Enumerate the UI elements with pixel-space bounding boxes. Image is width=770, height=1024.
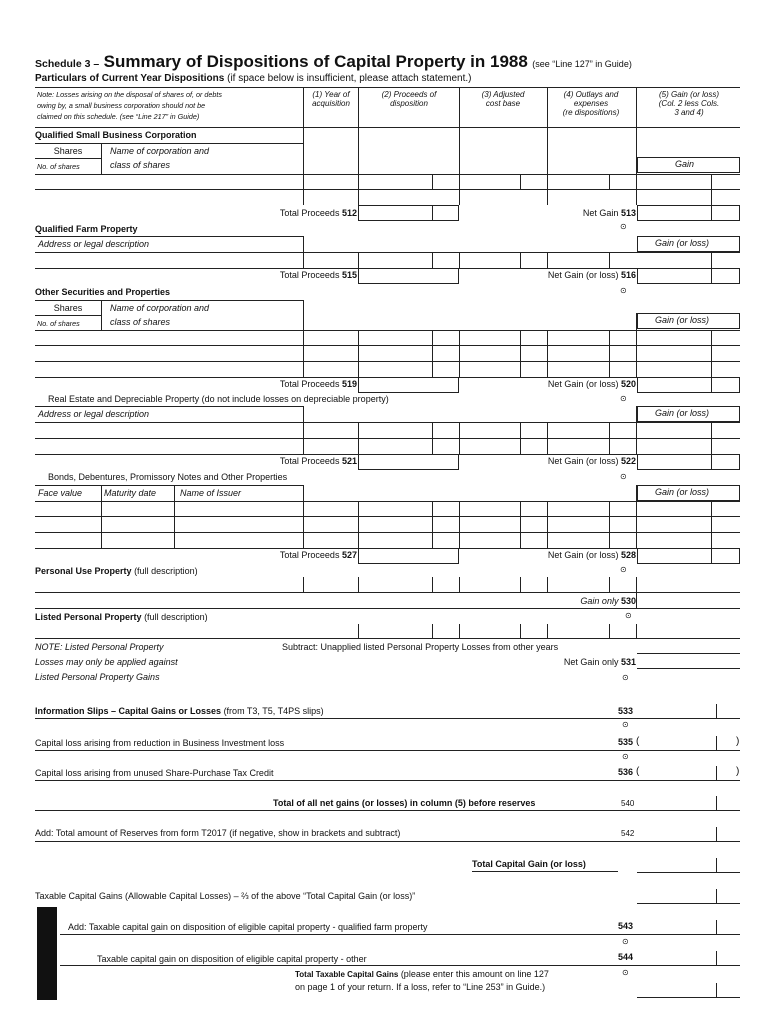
personal-gain-only-label: Gain only 530	[580, 596, 636, 606]
bonds-gain-header: Gain (or loss)	[655, 487, 710, 497]
qsbc-no-shares-label: No. of shares	[37, 162, 80, 171]
reserves-line: 542	[621, 829, 635, 838]
bil-close-paren: )	[736, 736, 740, 747]
sptc-label: Capital loss arising from unused Share-Purchase Tax Credit	[35, 768, 274, 778]
realestate-address-label: Address or legal description	[38, 409, 150, 419]
farm-net-gain-label: Net Gain (or loss) 516	[547, 270, 636, 280]
circled-dot-icon: ⊙	[622, 752, 629, 761]
other-name-label-2: class of shares	[110, 317, 171, 327]
listed-net-gain-label: Net Gain only 531	[563, 657, 636, 667]
other-total-proceeds-label: Total Proceeds 519	[279, 379, 357, 389]
other-net-gain-field[interactable]	[637, 377, 740, 393]
bonds-title: Bonds, Debentures, Promissory Notes and Other Properties	[48, 472, 288, 482]
qsbc-name-label-1: Name of corporation and	[110, 146, 210, 156]
circled-dot-icon: ⊙	[620, 286, 627, 295]
info-slips-label: Information Slips – Capital Gains or Losses (from T3, T5, T4PS slips)	[35, 706, 324, 716]
circled-dot-icon: ⊙	[622, 968, 629, 977]
bonds-net-gain-label: Net Gain (or loss) 528	[547, 550, 636, 560]
listed-note-1: NOTE: Listed Personal Property	[35, 642, 164, 652]
qsbc-total-proceeds-label: Total Proceeds 512	[279, 208, 357, 218]
schedule-main-title: Summary of Dispositions of Capital Property in 1988	[103, 52, 528, 71]
other-gain-header: Gain (or loss)	[655, 315, 710, 325]
col2-header: (2) Proceeds of disposition	[381, 90, 437, 108]
farm-gain-header: Gain (or loss)	[655, 238, 710, 248]
listed-note-3: Listed Personal Property Gains	[35, 672, 160, 682]
realestate-net-gain-label: Net Gain (or loss) 522	[547, 456, 636, 466]
circled-dot-icon: ⊙	[622, 673, 629, 682]
other-shares-label: Shares	[53, 303, 83, 313]
farm-total-proceeds-field[interactable]	[358, 268, 459, 284]
circled-dot-icon: ⊙	[620, 394, 627, 403]
particulars-bold: Particulars of Current Year Dispositions	[35, 73, 225, 84]
circled-dot-icon: ⊙	[620, 222, 627, 231]
farm-gain-line: 543	[618, 921, 634, 931]
circled-dot-icon: ⊙	[625, 611, 632, 620]
sptc-line: 536	[618, 767, 634, 777]
farm-title: Qualified Farm Property	[35, 224, 138, 234]
personal-title: Personal Use Property (full description)	[35, 566, 198, 576]
col3-header: (3) Adjusted cost base	[481, 90, 525, 108]
realestate-total-proceeds-field[interactable]	[358, 454, 459, 470]
bonds-maturity-label: Maturity date	[104, 488, 157, 498]
note-line-2: owing by, a small business corporation should not be	[37, 101, 206, 110]
black-sidebar-bar	[37, 907, 57, 1000]
qsbc-net-gain-field[interactable]	[637, 205, 740, 221]
qsbc-gain-header: Gain	[675, 159, 695, 169]
farm-gain-label: Add: Taxable capital gain on disposition of eligible capital property - qualified farm property	[68, 922, 428, 932]
reserves-label: Add: Total amount of Reserves from form T2017 (if negative, show in brackets and subtract)	[35, 828, 401, 838]
total-net-line: 540	[621, 799, 635, 808]
other-gain-label: Taxable capital gain on disposition of eligible capital property - other	[97, 954, 367, 964]
bonds-total-proceeds-field[interactable]	[358, 548, 459, 564]
other-gain-line: 544	[618, 952, 634, 962]
final-total-text: Total Taxable Capital Gains (please enter this amount on line 127 on page 1 of your return. If a loss, refer to “Line 253” in Guide.)	[295, 969, 549, 992]
realestate-net-gain-field[interactable]	[637, 454, 740, 470]
bil-label: Capital loss arising from reduction in Business Investment loss	[35, 738, 285, 748]
realestate-total-proceeds-label: Total Proceeds 521	[279, 456, 357, 466]
qsbc-shares-label: Shares	[53, 146, 83, 156]
col1-header: (1) Year of acquisition	[312, 90, 350, 108]
total-net-label: Total of all net gains (or losses) in column (5) before reserves	[273, 798, 536, 808]
sptc-close-paren: )	[736, 766, 740, 777]
note-line-3: claimed on this schedule. (see “Line 217” in Guide)	[37, 112, 200, 121]
qsbc-total-proceeds-field[interactable]	[358, 205, 459, 221]
listed-note-2: Losses may only be applied against	[35, 657, 178, 667]
realestate-gain-header: Gain (or loss)	[655, 408, 710, 418]
qsbc-title: Qualified Small Business Corporation	[35, 130, 197, 140]
schedule-prefix: Schedule 3 –	[35, 58, 100, 70]
bonds-net-gain-field[interactable]	[637, 548, 740, 564]
circled-dot-icon: ⊙	[622, 937, 629, 946]
col4-header: (4) Outlays and expenses (re dispositions)	[562, 90, 620, 117]
other-total-proceeds-field[interactable]	[358, 377, 459, 393]
schedule-guide-ref: (see “Line 127” in Guide)	[532, 59, 632, 69]
circled-dot-icon: ⊙	[622, 720, 629, 729]
listed-subtract-label: Subtract: Unapplied listed Personal Property Losses from other years	[282, 642, 559, 652]
taxable-gains-label: Taxable Capital Gains (Allowable Capital Losses) – ⅔ of the above “Total Capital Gain (or loss)”	[35, 891, 416, 901]
schedule-title	[35, 52, 632, 72]
bonds-issuer-label: Name of Issuer	[180, 488, 242, 498]
other-title: Other Securities and Properties	[35, 287, 171, 297]
realestate-title: Real Estate and Depreciable Property (do not include losses on depreciable property)	[48, 394, 389, 404]
info-slips-line: 533	[618, 706, 634, 716]
circled-dot-icon: ⊙	[620, 565, 627, 574]
qsbc-net-gain-label: Net Gain 513	[582, 208, 636, 218]
col5-header: (5) Gain (or loss) (Col. 2 less Cols. 3 and 4)	[658, 90, 720, 117]
sptc-open-paren: (	[636, 766, 640, 777]
particulars-rest: (if space below is insufficient, please attach statement.)	[227, 73, 472, 84]
farm-total-proceeds-label: Total Proceeds 515	[279, 270, 357, 280]
qsbc-name-label-2: class of shares	[110, 160, 171, 170]
farm-net-gain-field[interactable]	[637, 268, 740, 284]
other-no-shares-label: No. of shares	[37, 319, 80, 328]
total-capital-gain-label: Total Capital Gain (or loss)	[472, 859, 586, 869]
other-name-label-1: Name of corporation and	[110, 303, 210, 313]
bil-line: 535	[618, 737, 634, 747]
farm-address-label: Address or legal description	[38, 239, 150, 249]
bonds-face-value-label: Face value	[38, 488, 83, 498]
circled-dot-icon: ⊙	[620, 472, 627, 481]
particulars-line	[35, 73, 472, 84]
bonds-total-proceeds-label: Total Proceeds 527	[279, 550, 357, 560]
other-net-gain-label: Net Gain (or loss) 520	[547, 379, 636, 389]
listed-title: Listed Personal Property (full description)	[35, 612, 208, 622]
bil-open-paren: (	[636, 736, 640, 747]
note-line-1: Note: Losses arising on the disposal of shares of, or debts	[37, 90, 222, 99]
